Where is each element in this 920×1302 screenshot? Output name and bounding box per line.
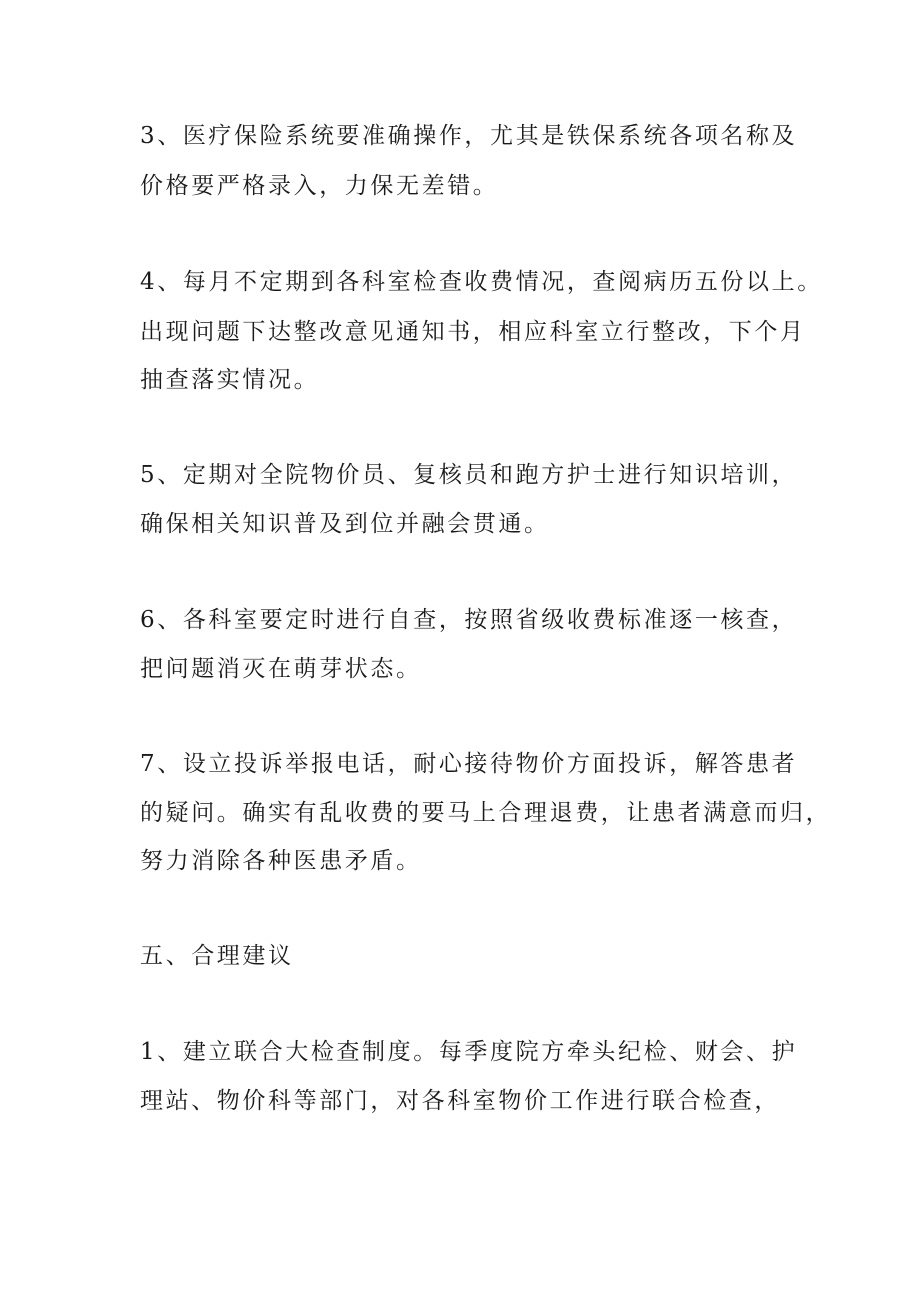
text-line: 确保相关知识普及到位并融会贯通。 [140,511,550,537]
text-line: 7、设立投诉举报电话，耐心接待物价方面投诉，解答患者 [140,751,798,777]
text-line: 努力消除各种医患矛盾。 [140,848,422,874]
text-line: 抽查落实情况。 [140,367,320,393]
text-line: 4、每月不定期到各科室检查收费情况，查阅病历五份以上。 [140,269,823,295]
text-line: 1、建立联合大检查制度。每季度院方牵头纪检、财会、护 [140,1039,798,1065]
text-line: 的疑问。确实有乱收费的要马上合理退费，让患者满意而归， [140,800,832,826]
text-line: 出现问题下达整改意见通知书，相应科室立行整改，下个月 [140,319,806,345]
text-line: 3、医疗保险系统要准确操作，尤其是铁保系统各项名称及 [140,123,798,149]
text-line: 5、定期对全院物价员、复核员和跑方护士进行知识培训， [140,462,798,488]
text-line: 理站、物价科等部门，对各科室物价工作进行联合检查， [140,1088,780,1114]
text-line: 6、各科室要定时进行自查，按照省级收费标准逐一核查， [140,607,798,633]
text-line: 把问题消灭在萌芽状态。 [140,656,422,682]
section-title: 五、合理建议 [140,943,294,969]
text-line: 价格要严格录入，力保无差错。 [140,173,499,199]
